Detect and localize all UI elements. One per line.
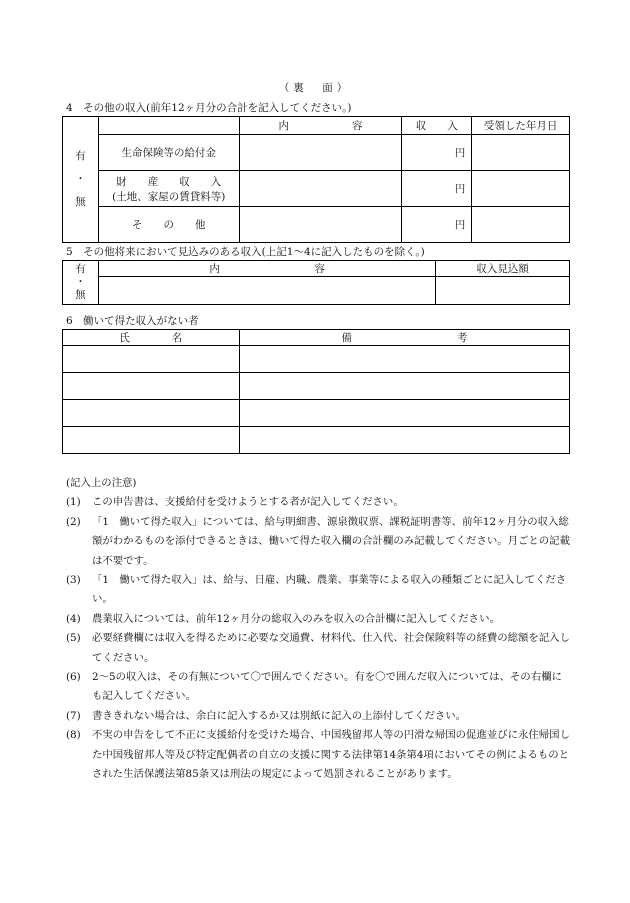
note-text: 農業収入については、前年12ヶ月分の総収入のみを収入の合計欄に記入してください。	[92, 612, 500, 625]
col-header-expected-income: 収入見込額	[436, 261, 570, 277]
section4-table	[62, 116, 570, 243]
section5-presence-cell[interactable]	[63, 261, 99, 305]
section6-table	[62, 329, 570, 454]
row-label-life-insurance: 生命保険等の給付金	[98, 135, 239, 171]
section5-heading: 5 その他将来において見込みのある収入(上記1〜4に記入したものを除く。)	[66, 246, 425, 258]
remarks-input[interactable]	[239, 427, 569, 454]
page-title: （裏 面）	[278, 82, 352, 94]
yen-unit: 円	[454, 147, 466, 159]
property-income-label: 財 産 収 入	[116, 175, 222, 188]
section4-heading: 4 その他の収入(前年12ヶ月分の合計を記入してください。)	[66, 102, 352, 114]
col-header-income: 収 入	[402, 117, 472, 135]
name-input[interactable]	[63, 427, 240, 454]
note-number: (2)	[66, 515, 81, 528]
content-input[interactable]	[98, 277, 435, 305]
note-number: (8)	[66, 729, 81, 742]
note-number: (7)	[66, 709, 81, 722]
col-header-name: 氏 名	[63, 330, 240, 346]
note-item	[66, 629, 570, 668]
remarks-input[interactable]	[239, 346, 569, 373]
note-text: 不実の申告をして不正に支援給付を受けた場合、中国残留邦人等の円滑な帰国の促進並びに永住帰国した中国残留邦人等及び特定配偶者の自立の支援に関する法律第14条第4項においてその例によるものとされた生活保護法第85条又は刑法の規定によって処罰されることがあります。	[92, 729, 570, 781]
yen-unit: 円	[454, 219, 466, 231]
content-input[interactable]	[239, 135, 402, 171]
note-text: 必要経費欄には収入を得るために必要な交通費、材料代、仕入代、社会保険料等の経費の総額を記入してください。	[92, 632, 570, 664]
received-date-input[interactable]	[472, 171, 570, 207]
income-input[interactable]	[402, 171, 472, 207]
note-item	[66, 610, 570, 629]
presence-no: 無	[75, 196, 86, 208]
presence-dot: ・	[75, 173, 86, 185]
property-income-sublabel: (土地、家屋の賃貸料等)	[112, 190, 226, 203]
note-number: (5)	[66, 632, 81, 645]
name-input[interactable]	[63, 400, 240, 427]
note-item	[66, 493, 570, 512]
presence-no: 無	[75, 289, 86, 301]
note-number: (4)	[66, 612, 81, 625]
col-header-content: 内 容	[98, 261, 435, 277]
income-input[interactable]	[402, 135, 472, 171]
col-header-remarks: 備 考	[239, 330, 569, 346]
presence-yes: 有	[75, 150, 86, 162]
section4-presence-cell[interactable]	[63, 117, 99, 243]
presence-yes: 有	[75, 263, 86, 275]
section5-table	[62, 260, 570, 305]
name-input[interactable]	[63, 373, 240, 400]
expected-income-input[interactable]	[436, 277, 570, 305]
name-input[interactable]	[63, 346, 240, 373]
note-item	[66, 668, 570, 707]
col-header-content: 内 容	[239, 117, 402, 135]
row-label-other: そ の 他	[98, 207, 239, 243]
note-item	[66, 513, 570, 571]
note-text: 「1 働いて得た収入」は、給与、日雇、内職、農業、事業等による収入の種類ごとに記入してください。	[92, 574, 567, 606]
remarks-input[interactable]	[239, 400, 569, 427]
note-number: (3)	[66, 574, 81, 587]
note-item	[66, 726, 570, 784]
note-number: (1)	[66, 496, 81, 509]
income-input[interactable]	[402, 207, 472, 243]
note-item	[66, 571, 570, 610]
note-text: 書ききれない場合は、余白に記入するか又は別紙に記入の上添付してください。	[92, 709, 467, 722]
received-date-input[interactable]	[472, 207, 570, 243]
row-label-property-income	[98, 171, 239, 207]
note-text: 2〜5の収入は、その有無について〇で囲んでください。有を〇で囲んだ収入については、その右欄にも記入してください。	[92, 671, 562, 703]
note-text: この申告書は、支援給付を受けようとする者が記入してください。	[92, 496, 404, 509]
remarks-input[interactable]	[239, 373, 569, 400]
received-date-input[interactable]	[472, 135, 570, 171]
content-input[interactable]	[239, 171, 402, 207]
yen-unit: 円	[454, 183, 466, 195]
notes-section	[66, 474, 570, 785]
header-blank	[98, 117, 239, 135]
col-header-received-date: 受領した年月日	[472, 117, 570, 135]
note-number: (6)	[66, 671, 81, 684]
notes-heading: (記入上の注意)	[66, 477, 137, 489]
presence-dot: ・	[75, 276, 86, 288]
note-text: 「1 働いて得た収入」については、給与明細書、源泉徴収票、課税証明書等、前年12ヶ月分の収入総額がわかるものを添付できるときは、働いて得た収入欄の合計欄のみ記載してください。月ごとの記載は不要です。	[92, 515, 570, 567]
section6-heading: 6 働いて得た収入がない者	[66, 315, 199, 327]
content-input[interactable]	[239, 207, 402, 243]
note-item	[66, 707, 570, 726]
